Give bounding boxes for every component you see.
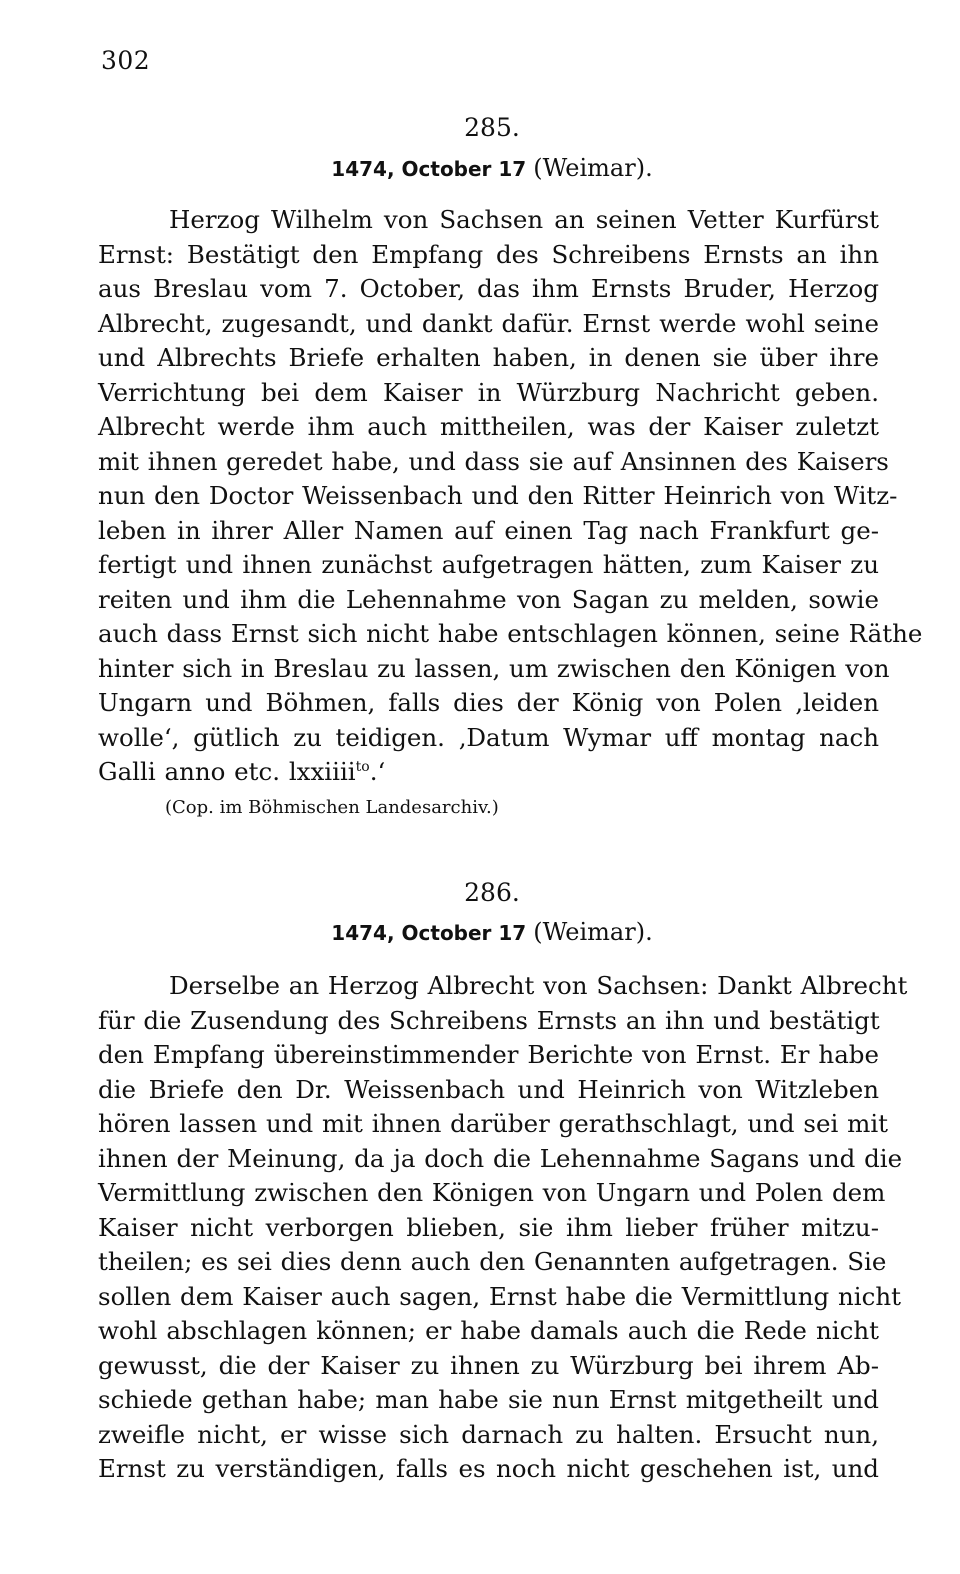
page-number: 302	[101, 46, 151, 75]
text-line: für die Zusendung des Schreibens Ernsts an ihn und bestätigt	[98, 1005, 880, 1035]
text-line: sollen dem Kaiser auch sagen, Ernst habe die Vermittlung nicht	[98, 1281, 901, 1311]
text-line: Vermittlung zwischen den Königen von Ungarn und Polen dem	[98, 1178, 886, 1207]
text-line: wohl abschlagen können; er habe damals auch die Rede nicht	[98, 1316, 879, 1345]
text-line: fertigt und ihnen zunächst aufgetragen hätten, zum Kaiser zu	[98, 550, 879, 579]
text-line: die Briefe den Dr. Weissenbach und Heinrich von Witzleben	[98, 1074, 879, 1104]
text-line: auch dass Ernst sich nicht habe entschlagen können, seine Räthe	[98, 619, 923, 648]
superscript: to	[355, 758, 370, 775]
text-line: mit ihnen geredet habe, und dass sie auf Ansinnen des Kaisers	[98, 446, 889, 476]
text-line: Ungarn und Böhmen, falls dies der König von Polen ‚leiden	[98, 688, 879, 717]
text-line: theilen; es sei dies denn auch den Genannten aufgetragen. Sie	[98, 1247, 887, 1276]
document-place: (Weimar).	[533, 154, 653, 182]
text-line: Ernst zu verständigen, falls es noch nicht geschehen ist, und	[98, 1454, 879, 1483]
text-line: Herzog Wilhelm von Sachsen an seinen Vetter Kurfürst	[169, 205, 879, 234]
text-line: und Albrechts Briefe erhalten haben, in denen sie über ihre	[98, 343, 879, 372]
document-number: 286.	[464, 878, 520, 907]
text-line: ihnen der Meinung, da ja doch die Lehennahme Sagans und die	[98, 1143, 903, 1173]
document-summary	[98, 203, 923, 790]
document-date: 1474, October 17	[331, 157, 527, 181]
text-line: hinter sich in Breslau zu lassen, um zwischen den Königen von	[98, 653, 890, 683]
text-line-last	[98, 755, 879, 790]
text-line: hören lassen und mit ihnen darüber gerathschlagt, und sei mit	[98, 1109, 888, 1138]
document-number: 285.	[464, 113, 520, 142]
text-line: nun den Doctor Weissenbach und den Ritter Heinrich von Witz-	[98, 481, 898, 510]
text-line-last-end: .‘	[369, 757, 386, 786]
text-line: zweifle nicht, er wisse sich darnach zu halten. Ersucht nun,	[98, 1419, 879, 1449]
text-line: wolle‘, gütlich zu teidigen. ‚Datum Wymar uff montag nach	[98, 722, 879, 752]
document-summary	[98, 969, 908, 1487]
document-date-heading	[12, 918, 960, 946]
document-place: (Weimar).	[533, 918, 653, 946]
document-date: 1474, October 17	[331, 921, 527, 945]
text-line: Verrichtung bei dem Kaiser in Würzburg Nachricht geben.	[98, 377, 879, 407]
text-line: Ernst: Bestätigt den Empfang des Schreibens Ernsts an ihn	[98, 239, 879, 269]
text-line: Albrecht werde ihm auch mittheilen, was der Kaiser zuletzt	[98, 412, 879, 441]
text-line: aus Breslau vom 7. October, das ihm Ernsts Bruder, Herzog	[98, 274, 879, 303]
text-line: Derselbe an Herzog Albrecht von Sachsen: Dankt Albrecht	[169, 971, 908, 1000]
text-line: gewusst, die der Kaiser zu ihnen zu Würzburg bei ihrem Ab-	[98, 1350, 879, 1380]
text-line: Kaiser nicht verborgen blieben, sie ihm lieber früher mitzu-	[98, 1212, 879, 1242]
text-line: leben in ihrer Aller Namen auf einen Tag nach Frankfurt ge-	[98, 515, 879, 545]
text-line: den Empfang übereinstimmender Berichte von Ernst. Er habe	[98, 1040, 879, 1069]
text-line: schiede gethan habe; man habe sie nun Ernst mitgetheilt und	[98, 1385, 879, 1414]
text-line-last-main: Galli anno etc. lxxiiii	[98, 757, 356, 786]
source-note: (Cop. im Böhmischen Landesarchiv.)	[165, 797, 499, 818]
text-line: Albrecht, zugesandt, und dankt dafür. Ernst werde wohl seine	[98, 308, 879, 338]
document-date-heading	[12, 154, 960, 182]
text-line: reiten und ihm die Lehennahme von Sagan zu melden, sowie	[98, 584, 879, 614]
